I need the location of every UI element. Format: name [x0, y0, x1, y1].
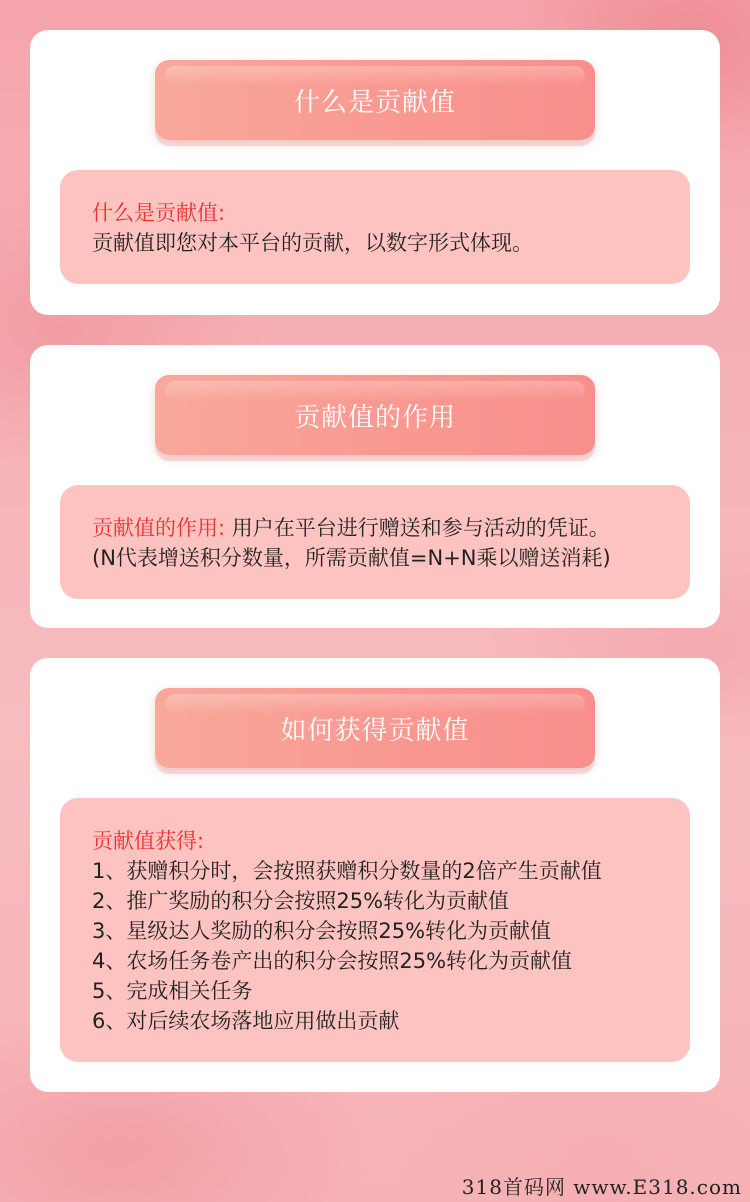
list-item: 6、对后续农场落地应用做出贡献 [92, 1009, 400, 1033]
section-title-banner [155, 688, 595, 768]
section-content-box [60, 170, 690, 284]
section-title-banner [155, 375, 595, 455]
section-title-banner [155, 60, 595, 140]
section-card-what [30, 30, 720, 315]
content-line: 贡献值即您对本平台的贡献，以数字形式体现。 [92, 231, 533, 255]
list-item: 2、推广奖励的积分会按照25%转化为贡献值 [92, 889, 510, 913]
section-content-box [60, 798, 690, 1062]
list-item: 3、星级达人奖励的积分会按照25%转化为贡献值 [92, 919, 552, 943]
watermark-text: 318首码网 www.E318.com [461, 1175, 742, 1199]
section-title: 如何获得贡献值 [280, 715, 470, 746]
content-line: (N代表增送积分数量，所需贡献值=N+N乘以赠送消耗) [92, 546, 611, 570]
list-item: 4、农场任务卷产出的积分会按照25%转化为贡献值 [92, 949, 573, 973]
section-card-usage [30, 345, 720, 628]
list-item: 5、完成相关任务 [92, 979, 253, 1003]
content-text: 用户在平台进行赠送和参与活动的凭证。 [225, 516, 610, 540]
section-title: 什么是贡献值 [293, 87, 456, 118]
content-label: 贡献值获得: [92, 829, 205, 853]
section-content-box [60, 485, 690, 599]
list-item: 1、获赠积分时，会按照获赠积分数量的2倍产生贡献值 [92, 859, 602, 883]
section-title: 贡献值的作用 [293, 402, 456, 433]
content-label: 什么是贡献值: [92, 201, 226, 225]
content-label: 贡献值的作用: [92, 516, 226, 540]
section-card-how-to-get [30, 658, 720, 1092]
